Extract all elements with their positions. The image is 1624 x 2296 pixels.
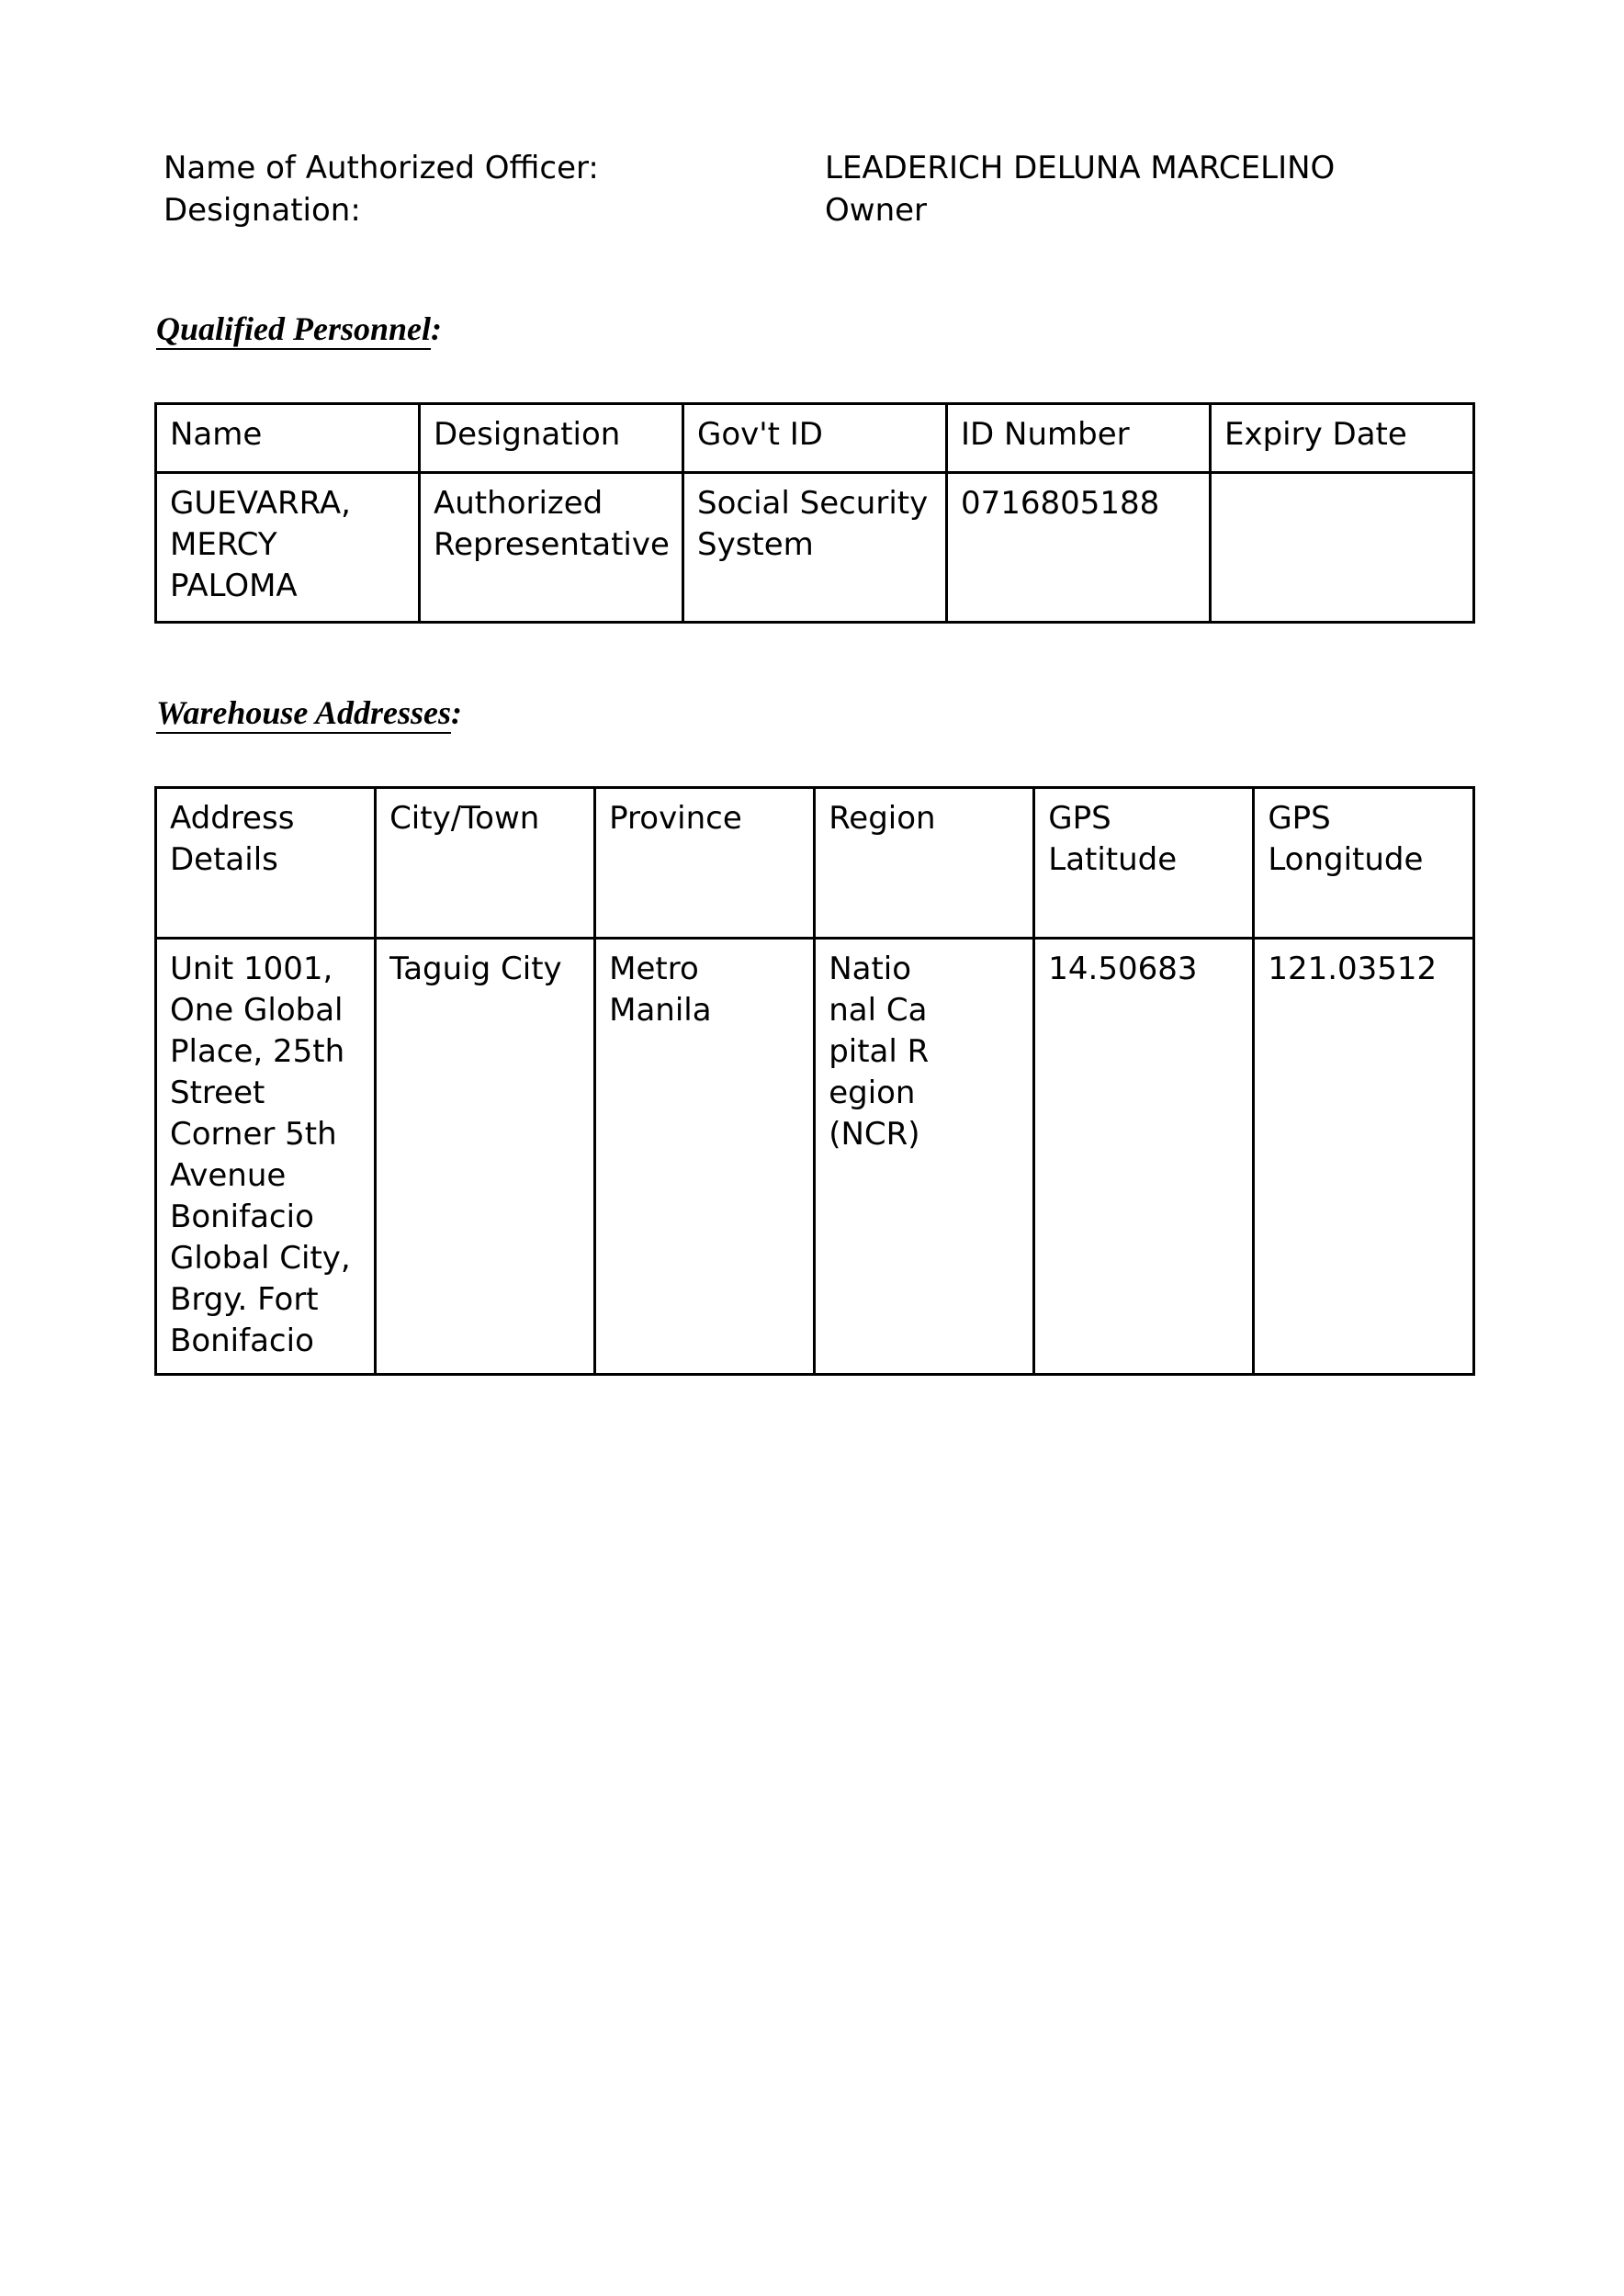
- header-expiry-date: Expiry Date: [1211, 404, 1474, 473]
- officer-name-row: [164, 147, 1336, 189]
- officer-designation-row: [164, 189, 928, 231]
- warehouse-addresses-table: [154, 786, 1475, 1376]
- qualified-personnel-title: Qualified Personnel: [156, 310, 431, 350]
- officer-designation-label: Designation:: [164, 192, 361, 229]
- cell-govt-id: Social Security System: [683, 473, 947, 623]
- cell-province: Metro Manila: [595, 939, 815, 1375]
- warehouse-addresses-title: Warehouse Addresses: [156, 694, 451, 734]
- warehouse-addresses-heading: [156, 692, 462, 733]
- cell-gps-latitude: 14.50683: [1034, 939, 1254, 1375]
- authorized-officer-block: [164, 147, 1336, 231]
- cell-id-number: 0716805188: [947, 473, 1211, 623]
- header-designation: Designation: [420, 404, 683, 473]
- table-row: [156, 939, 1474, 1375]
- table-row: [156, 473, 1474, 623]
- cell-expiry-date: [1211, 473, 1474, 623]
- cell-city-town: Taguig City: [376, 939, 595, 1375]
- header-address-details: Address Details: [156, 788, 376, 939]
- cell-region: [815, 939, 1034, 1375]
- qualified-personnel-heading: [156, 309, 442, 349]
- cell-name: GUEVARRA, MERCY PALOMA: [156, 473, 420, 623]
- header-id-number: ID Number: [947, 404, 1211, 473]
- header-gps-longitude: GPS Longitude: [1254, 788, 1474, 939]
- qualified-personnel-colon: :: [431, 310, 443, 347]
- header-gps-latitude: GPS Latitude: [1034, 788, 1254, 939]
- header-name: Name: [156, 404, 420, 473]
- cell-address-details: Unit 1001, One Global Place, 25th Street Corner 5th Avenue Bonifacio Global City, Brgy. Fort Bonifacio: [156, 939, 376, 1375]
- header-province: Province: [595, 788, 815, 939]
- cell-designation: Authorized Representative: [420, 473, 683, 623]
- officer-designation-value: Owner: [825, 192, 928, 229]
- officer-name-label: Name of Authorized Officer:: [164, 150, 599, 186]
- header-region: Region: [815, 788, 1034, 939]
- table-header-row: [156, 404, 1474, 473]
- table-header-row: [156, 788, 1474, 939]
- officer-name-value: LEADERICH DELUNA MARCELINO: [825, 150, 1336, 186]
- header-govt-id: Gov't ID: [683, 404, 947, 473]
- cell-gps-longitude: 121.03512: [1254, 939, 1474, 1375]
- warehouse-addresses-colon: :: [451, 694, 463, 731]
- header-city-town: City/Town: [376, 788, 595, 939]
- qualified-personnel-table: [154, 402, 1475, 624]
- region-text: National Capital Region (NCR): [829, 951, 930, 1153]
